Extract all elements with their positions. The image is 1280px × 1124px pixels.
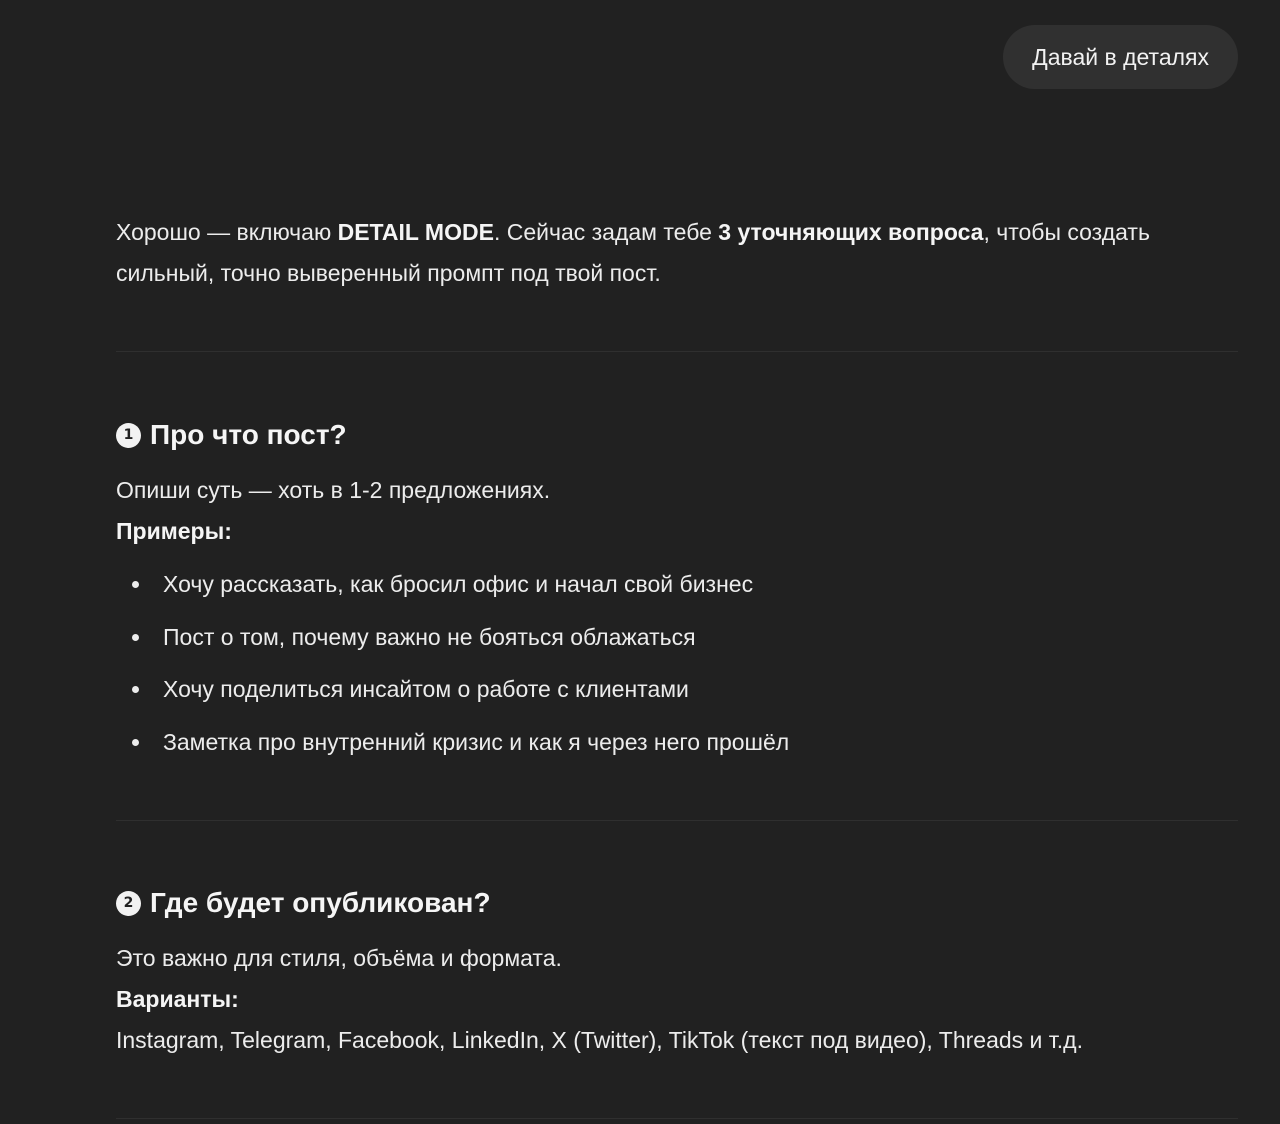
number-two-icon: 2 <box>116 891 141 916</box>
list-item <box>116 667 789 720</box>
divider <box>116 351 1238 352</box>
list-item <box>116 562 789 615</box>
intro-bold-questions: 3 уточняющих вопроса <box>718 219 984 245</box>
list-item-text: Заметка про внутренний кризис и как я через него прошёл <box>163 728 790 755</box>
intro-text-3: , чтобы создать сильный, точно выверенный промпт под твой пост. <box>116 219 1150 286</box>
options-text: Instagram, Telegram, Facebook, LinkedIn, X (Twitter), TikTok (текст под видео), Threads и т.д. <box>116 1027 1083 1053</box>
list-item <box>116 615 789 668</box>
examples-list <box>116 562 789 772</box>
bullet-icon <box>132 634 139 641</box>
examples-label: Примеры: <box>116 518 232 544</box>
list-item-text: Хочу рассказать, как бросил офис и начал свой бизнес <box>163 571 754 597</box>
divider <box>116 1118 1238 1119</box>
divider <box>116 820 1238 821</box>
question-2-description: Это важно для стиля, объёма и формата. <box>116 945 562 971</box>
list-item <box>116 720 789 773</box>
bullet-icon <box>132 581 139 588</box>
intro-text-2: . Сейчас задам тебе <box>493 219 719 245</box>
list-item-text: Хочу поделиться инсайтом о работе с клиентами <box>163 676 689 702</box>
intro-bold-mode: DETAIL MODE <box>337 219 494 245</box>
question-1-description: Опиши суть — хоть в 1-2 предложениях. <box>116 477 551 503</box>
question-1-heading <box>116 415 347 455</box>
bullet-icon <box>132 686 139 693</box>
options-label: Варианты: <box>116 986 239 1012</box>
intro-text-1: Хорошо — включаю <box>116 219 338 245</box>
intro-paragraph <box>116 212 1216 294</box>
bullet-icon <box>132 739 139 746</box>
user-message-bubble: Давай в деталях <box>1003 25 1238 89</box>
question-2-title: Где будет опубликован? <box>150 887 491 918</box>
list-item-text: Пост о том, почему важно не бояться облажаться <box>163 623 696 650</box>
question-2-heading <box>116 883 491 923</box>
question-1-title: Про что пост? <box>150 419 347 450</box>
number-one-icon: 1 <box>116 423 141 448</box>
